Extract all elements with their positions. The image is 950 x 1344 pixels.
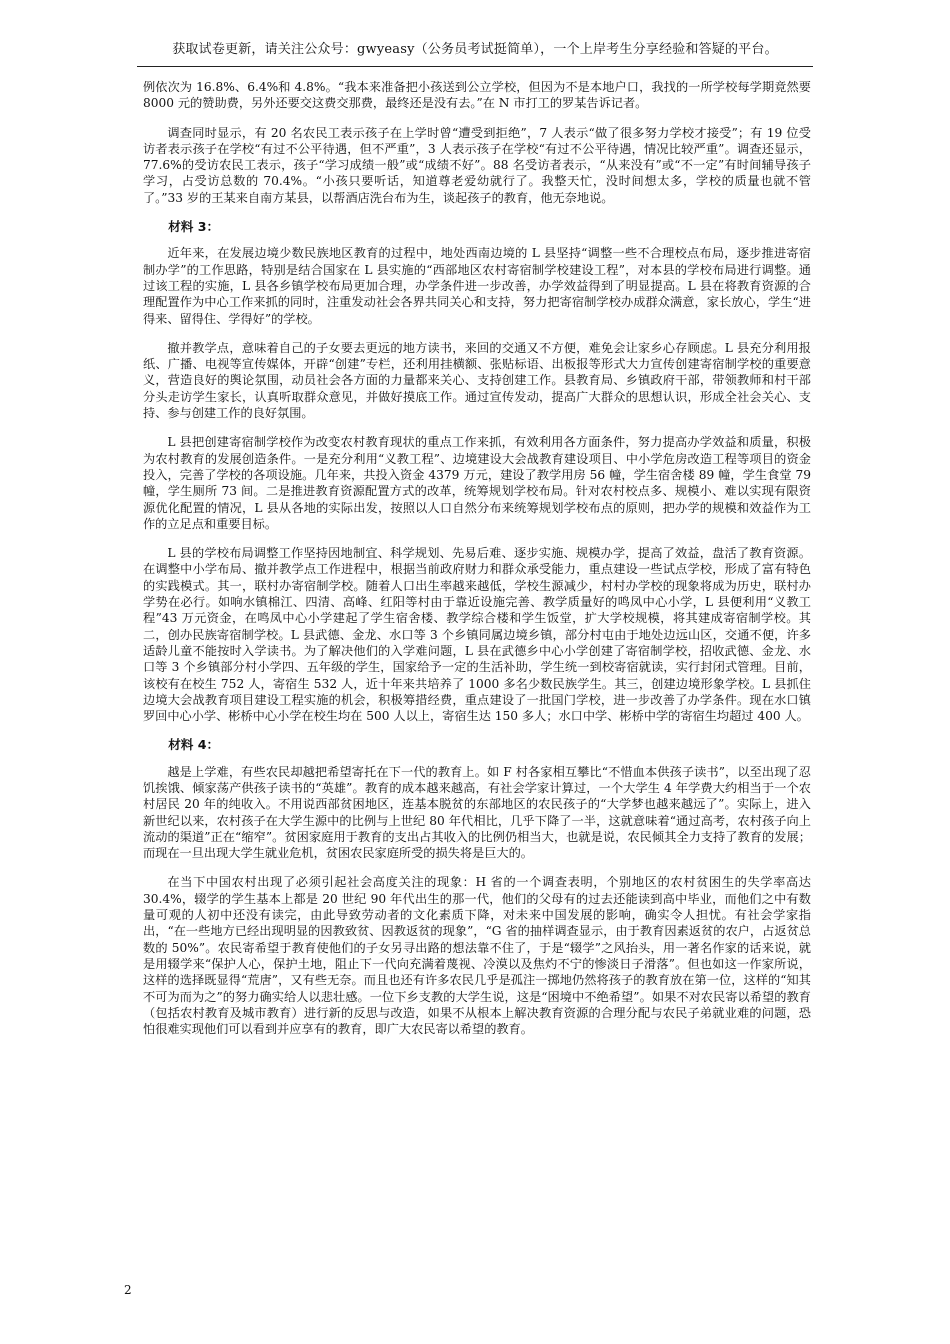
- paragraph: 近年来，在发展边境少数民族地区教育的过程中，地处西南边境的 L 县坚持“调整一些不合理校点布局，逐步推进寄宿制办学”的工作思路，特别是结合国家在 L 县实施的“西部地区农村寄宿制学校建设工程”，对本县的学校布局进行调整。通过该工程的实施，L 县各乡镇学校布局更加合理，办学条件进一步改善，办学效益得到了明显提高。L 县在将教育资源的合理配置作为中心工作来抓的同时，注重发动社会各界共同关心和支持，努力把寄宿制学校办成群众满意，家长放心，学生“进得来、留得住、学得好”的学校。: [143, 246, 811, 326]
- paragraph: L 县的学校布局调整工作坚持因地制宜、科学规划、先易后难、逐步实施、规模办学，提高了效益，盘活了教育资源。在调整中小学布局、撤并教学点工作进程中，根据当前政府财力和群众承受能力，重点建设一些试点学校，形成了富有特色的实践模式。其一，联村办寄宿制学校。随着人口出生率越来越低，学校生源减少，村村办学校的现象将成为历史，联村办学势在必行。如响水镇棉江、四清、高峰、红阳等村由于靠近设施完善、教学质量好的鸣凤中心小学，L 县便利用“义教工程”43 万元资金，在鸣凤中心小学建起了学生宿舍楼、教学综合楼和学生饭堂，扩大学校规模，将其建成寄宿制学校。其二，创办民族寄宿制学校。L 县武德、金龙、水口等 3 个乡镇同属边境乡镇，部分村屯由于地处边远山区，交通不便，许多适龄儿童不能按时入学读书。为了解决他们的入学难问题，L 县在武德乡中心小学创建了寄宿制学校，招收武德、金龙、水口等 3 个乡镇部分村小学四、五年级的学生，国家给予一定的生活补助，学生统一到校寄宿就读，实行封闭式管理。目前，该校有在校生 752 人，寄宿生 532 人，近十年来共培养了 1000 多名少数民族学生。其三，创建边境形象学校。L 县抓住边境大会战教育项目建设工程实施的机会，积极筹措经费，重点建设了一批国门学校，进一步改善了办学条件。现在水口镇罗回中心小学、彬桥中心小学在校生均在 500 人以上，寄宿生达 150 多人；水口中学、彬桥中学的寄宿生均超过 400 人。: [143, 546, 811, 724]
- page-number: 2: [124, 1283, 132, 1297]
- paragraph: 在当下中国农村出现了必须引起社会高度关注的现象：H 省的一个调查表明，个别地区的农村贫困生的失学率高达 30.4%，辍学的学生基本上都是 20 世纪 90 年代出生的那一代，他们的父母有的过去还能读到高中毕业，而他们之中有数量可观的人初中还没有读完，由此导致劳动者的文化素质下降，对未来中国发展的影响，确实令人担忧。有社会学家指出，“在一些地方已经出现明显的因教致贫、因教返贫的现象”，“G 省的抽样调查显示，由于教育因素返贫的农户，占返贫总数的 50%”。农民寄希望于教育使他们的子女另寻出路的想法靠不住了，于是“辍学”之风抬头，用一著名作家的话来说，就是用辍学来“保护人心，保护土地，阻止下一代向充满着蔑视、冷漠以及焦灼不宁的惨淡日子滑落”。但也如这一作家所说，这样的选择既显得“荒唐”，又有些无奈。而且也还有许多农民几乎是孤注一掷地仍然将孩子的教育放在第一位，这样的“知其不可为而为之”的努力确实给人以悲壮感。一位下乡支教的大学生说，这是“困境中不绝希望”。如果不对农民寄以希望的教育（包括农村教育及城市教育）进行新的反思与改造，如果不从根本上解决教育资源的合理分配与农民子弟就业难的问题，恐怕很难实现他们可以看到并应享有的教育，即广大农民寄以希望的教育。: [143, 875, 811, 1037]
- paragraph: 调查同时显示，有 20 名农民工表示孩子在上学时曾“遭受到拒绝”，7 人表示“做了很多努力学校才接受”；有 19 位受访者表示孩子在学校“有过不公平待遇，但不严重”，3 人表示孩子在学校“有过不公平待遇，情况比较严重”。调查还显示，77.6%的受访农民工表示，孩子“学习成绩一般”或“成绩不好”。88 名受访者表示，“从来没有”或“不一定”有时间辅导孩子学习，占受访总数的 70.4%。“小孩只要听话，知道尊老爱幼就行了。我整天忙，没时间想太多，学校的质量也就不管了。”33 岁的王某来自南方某县，以帮酒店洗台布为生，谈起孩子的教育，他无奈地说。: [143, 125, 811, 205]
- paragraph: 越是上学难，有些农民却越把希望寄托在下一代的教育上。如 F 村各家相互攀比“不惜血本供孩子读书”，以至出现了忍饥挨饿、倾家荡产供孩子读书的“英雄”。教育的成本越来越高，有社会学家计算过，一个大学生 4 年学费大约相当于一个农村居民 20 年的纯收入。不用说西部贫困地区，连基本脱贫的东部地区的农民孩子的“大学梦也越来越远了”。实际上，进入新世纪以来，农村孩子在大学生源中的比例与上世纪 80 年代相比，几乎下降了一半，这就意味着“通过高考，农村孩子向上流动的渠道”正在“缩窄”。贫困家庭用于教育的支出占其收入的比例仍相当大，也就是说，农民倾其全力支持了教育的发展；而现在一旦出现大学生就业危机，贫困农民家庭所受的损失将是巨大的。: [143, 764, 811, 861]
- document-body: [143, 79, 811, 1050]
- section-heading-material-3: 材料 3：: [168, 219, 220, 235]
- paragraph: 撤并教学点，意味着自己的子女要去更远的地方读书，来回的交通又不方便，难免会让家乡心存顾虑。L 县充分利用报纸、广播、电视等宣传媒体，开辟“创建”专栏，还利用挂横额、张贴标语、出板报等形式大力宣传创建寄宿制学校的重要意义，营造良好的舆论氛围，动员社会各方面的力量都来关心、支持创建工作。县教育局、乡镇政府干部，带领教师和村干部分头走访学生家长，认真听取群众意见，并做好摸底工作。通过宣传发动，提高广大群众的思想认识，形成全社会关心、支持、参与创建工作的良好氛围。: [143, 340, 811, 421]
- page-header: 获取试卷更新，请关注公众号：gwyeasy（公务员考试挺简单），一个上岸考生分享经验和答疑的平台。: [172, 42, 778, 57]
- paragraph: L 县把创建寄宿制学校作为改变农村教育现状的重点工作来抓，有效利用各方面条件，努力提高办学效益和质量，积极为农村教育的发展创造条件。一是充分利用“义教工程”、边境建设大会战教育建设项目、中小学危房改造工程等项目的资金投入，完善了学校的各项设施。几年来，共投入资金 4379 万元，建设了教学用房 56 幢，学生宿舍楼 89 幢，学生食堂 79 幢，学生厕所 73 间。二是推进教育资源配置方式的改革，统筹规划学校布局。针对农村校点多、规模小、难以实现有限资源优化配置的情况，L 县从各地的实际出发，按照以人口自然分布来统筹规划学校布点的原则，把办学的规模和效益作为工作的立足点和重要目标。: [143, 435, 811, 531]
- section-heading-material-4: 材料 4：: [168, 737, 220, 753]
- header-divider: [137, 66, 813, 67]
- paragraph-continuation: 例依次为 16.8%、6.4%和 4.8%。“我本来准备把小孩送到公立学校，但因为不是本地户口，我找的一所学校每学期竟然要 8000 元的赞助费，另外还要交这费交那费，最终还是没有去。”在 N 市打工的罗某告诉记者。: [143, 80, 811, 111]
